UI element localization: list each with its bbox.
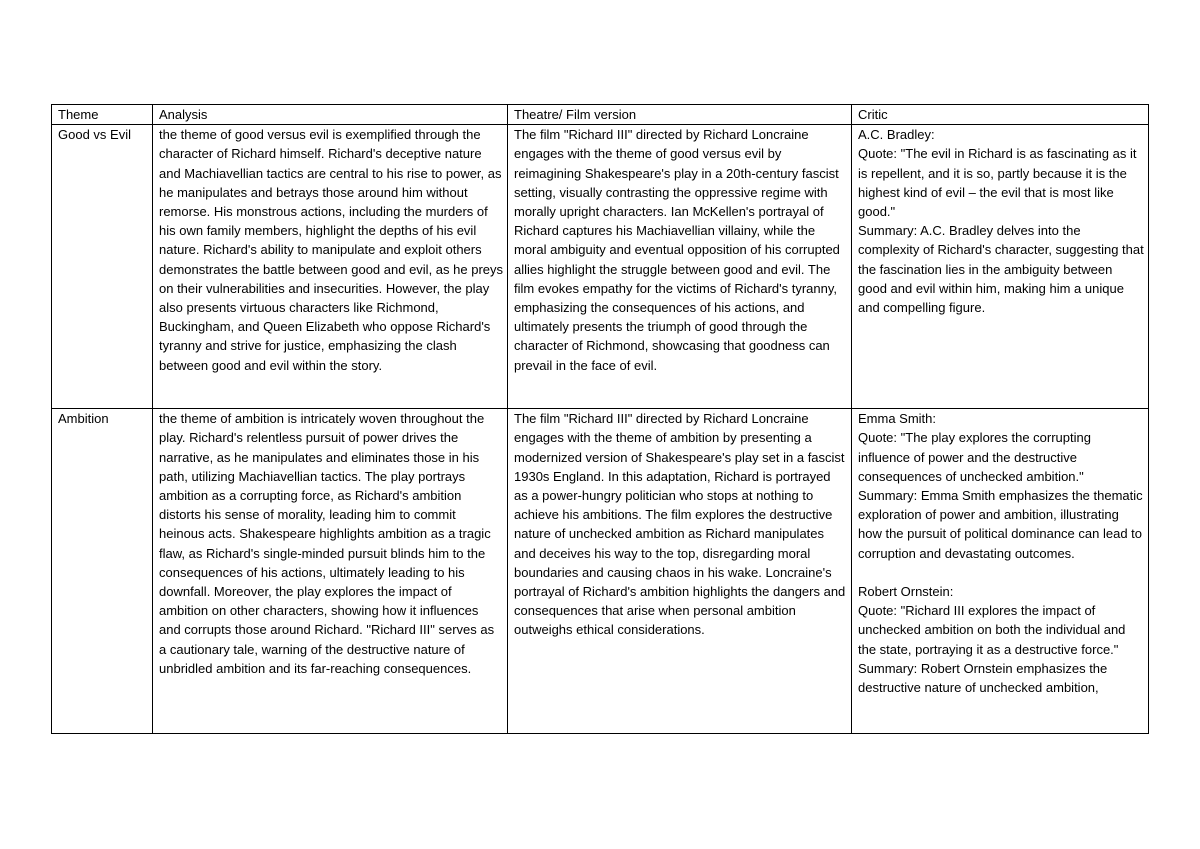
header-theme: Theme bbox=[52, 105, 153, 125]
themes-table bbox=[51, 104, 1149, 734]
critic-name: A.C. Bradley: bbox=[858, 127, 935, 143]
table-row bbox=[52, 125, 1149, 409]
critic-cell bbox=[852, 125, 1149, 409]
table-header-row bbox=[52, 105, 1149, 125]
analysis-cell: the theme of ambition is intricately woven throughout the play. Richard's relentless pursuit of power drives the narrative, as he manipulates and eliminates those in his path, utilizing Machiavellian tactics. The play portrays ambition as a corrupting force, as Richard's ambition distorts his sense of morality, leading him to commit heinous acts. Shakespeare highlights ambition as a tragic flaw, as Richard's single-minded pursuit blinds him to the consequences of his actions, ultimately leading to his downfall. Moreover, the play explores the impact of ambition on other characters, showing how it influences and corrupts those around Richard. "Richard III" serves as a cautionary tale, warning of the destructive nature of unbridled ambition and its far-reaching consequences. bbox=[153, 409, 508, 734]
critic-cell-content bbox=[858, 409, 1144, 733]
header-critic: Critic bbox=[852, 105, 1149, 125]
critic-name: Emma Smith: bbox=[858, 411, 937, 427]
critic-quote: Quote: "The play explores the corrupting influence of power and the destructive consequences of unchecked ambition." bbox=[858, 430, 1091, 484]
header-analysis: Analysis bbox=[153, 105, 508, 125]
paragraph-spacer bbox=[858, 563, 1144, 582]
theme-cell: Ambition bbox=[52, 409, 153, 734]
table-row bbox=[52, 409, 1149, 734]
critic-cell bbox=[852, 409, 1149, 734]
film-cell: The film "Richard III" directed by Richard Loncraine engages with the theme of ambition by presenting a modernized version of Shakespeare's play set in a fascist 1930s England. In this adaptation, Richard is portrayed as a power-hungry politician who stops at nothing to achieve his ambitions. The film explores the destructive nature of unchecked ambition as Richard manipulates and deceives his way to the top, disregarding moral boundaries and causing chaos in his wake. Loncraine's portrayal of Richard's ambition highlights the dangers and consequences that arise when personal ambition outweighs ethical considerations. bbox=[508, 409, 852, 734]
critic-summary: Summary: Emma Smith emphasizes the thematic exploration of power and ambition, illustrating how the pursuit of political dominance can lead to corruption and devastating outcomes. bbox=[858, 488, 1143, 561]
critic-summary: Summary: A.C. Bradley delves into the complexity of Richard's character, suggesting that the fascination lies in the ambiguity between good and evil within him, making him a unique and compelling figure. bbox=[858, 223, 1144, 316]
critic-quote: Quote: "The evil in Richard is as fascinating as it is repellent, and it is so, partly because it is the highest kind of evil – the evil that is most like good." bbox=[858, 146, 1137, 220]
film-cell: The film "Richard III" directed by Richard Loncraine engages with the theme of good versus evil by reimagining Shakespeare's play in a 20th-century fascist setting, visually contrasting the oppressive regime with morally upright characters. Ian McKellen's portrayal of Richard captures his Machiavellian villainy, while the moral ambiguity and eventual opposition of his corrupted allies highlight the struggle between good and evil. The film evokes empathy for the victims of Richard's tyranny, emphasizing the consequences of his actions, and ultimately presents the triumph of good through the character of Richmond, showcasing that goodness can prevail in the face of evil. bbox=[508, 125, 852, 409]
critic-quote: Quote: "Richard III explores the impact of unchecked ambition on both the individual and the state, portraying it as a destructive force." bbox=[858, 603, 1126, 657]
analysis-cell: the theme of good versus evil is exemplified through the character of Richard himself. Richard's deceptive nature and Machiavellian tactics are central to his rise to power, as he manipulates and betrays those around him without remorse. His monstrous actions, including the murders of his own family members, highlight the depths of his evil nature. Richard's ability to manipulate and exploit others demonstrates the battle between good and evil, as he preys on their vulnerabilities and insecurities. However, the play also presents virtuous characters like Richmond, Buckingham, and Queen Elizabeth who oppose Richard's tyranny and strive for justice, emphasizing the clash between good and evil within the story. bbox=[153, 125, 508, 409]
critic-name: Robert Ornstein: bbox=[858, 584, 954, 600]
theme-cell: Good vs Evil bbox=[52, 125, 153, 409]
header-film-version: Theatre/ Film version bbox=[508, 105, 852, 125]
critic-summary: Summary: Robert Ornstein emphasizes the destructive nature of unchecked ambition, bbox=[858, 660, 1108, 696]
